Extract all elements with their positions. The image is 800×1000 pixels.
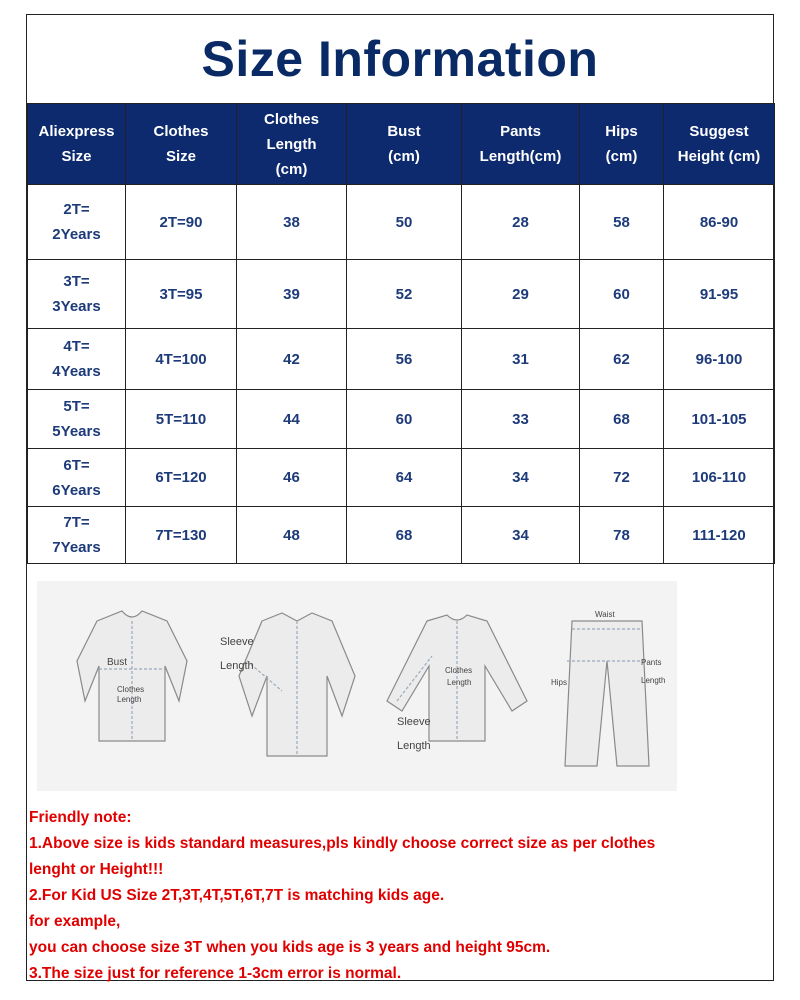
cell-clothes-size: 4T=100	[126, 329, 237, 390]
cell-bust: 60	[347, 390, 462, 449]
note-line: you can choose size 3T when you kids age is 3 years and height 95cm.	[29, 939, 551, 956]
header-pants-length: Pants Length(cm)	[462, 104, 580, 185]
diagram-length-label: Length	[117, 695, 142, 704]
cell-clothes-length: 42	[237, 329, 347, 390]
cell-pants-length: 28	[462, 185, 580, 260]
diagram-bust-label: Bust	[107, 657, 128, 668]
cell-pants-length: 34	[462, 507, 580, 564]
measurement-diagram	[37, 581, 677, 791]
header-clothes-length: Clothes Length (cm)	[237, 104, 347, 185]
table-row	[28, 260, 775, 329]
diagram-pants-label: Pants	[641, 658, 662, 667]
cell-aliexpress-size: 4T= 4Years	[28, 329, 126, 390]
table-row	[28, 185, 775, 260]
cell-clothes-size: 7T=130	[126, 507, 237, 564]
cell-aliexpress-size: 2T= 2Years	[28, 185, 126, 260]
header-hips: Hips (cm)	[580, 104, 664, 185]
cell-suggest-height: 111-120	[664, 507, 775, 564]
cell-hips: 72	[580, 449, 664, 507]
header-bust: Bust (cm)	[347, 104, 462, 185]
diagram-sleeve-label: Sleeve	[220, 636, 254, 648]
header-suggest-height: Suggest Height (cm)	[664, 104, 775, 185]
diagram-waist-label: Waist	[595, 610, 615, 619]
diagram-clothes-label-2: Clothes	[445, 666, 473, 675]
cell-suggest-height: 91-95	[664, 260, 775, 329]
cell-pants-length: 33	[462, 390, 580, 449]
cell-clothes-size: 6T=120	[126, 449, 237, 507]
note-line: 2.For Kid US Size 2T,3T,4T,5T,6T,7T is matching kids age.	[29, 887, 445, 904]
cell-hips: 58	[580, 185, 664, 260]
cell-pants-length: 29	[462, 260, 580, 329]
cell-aliexpress-size: 5T= 5Years	[28, 390, 126, 449]
size-chart-frame	[26, 14, 774, 981]
cell-hips: 62	[580, 329, 664, 390]
cell-clothes-length: 44	[237, 390, 347, 449]
cell-hips: 68	[580, 390, 664, 449]
title-box	[27, 15, 773, 103]
diagram-length-label-2: Length	[447, 678, 472, 687]
cell-suggest-height: 101-105	[664, 390, 775, 449]
cell-clothes-length: 38	[237, 185, 347, 260]
cell-pants-length: 31	[462, 329, 580, 390]
cell-clothes-size: 2T=90	[126, 185, 237, 260]
diagram-hips-label: Hips	[551, 678, 568, 687]
note-line: 1.Above size is kids standard measures,pls kindly choose correct size as per clothes	[29, 835, 656, 852]
cell-bust: 64	[347, 449, 462, 507]
cell-aliexpress-size: 6T= 6Years	[28, 449, 126, 507]
cell-bust: 56	[347, 329, 462, 390]
cell-aliexpress-size: 7T= 7Years	[28, 507, 126, 564]
table-row	[28, 329, 775, 390]
friendly-notes	[29, 805, 769, 987]
cell-suggest-height: 96-100	[664, 329, 775, 390]
cell-suggest-height: 106-110	[664, 449, 775, 507]
cell-bust: 68	[347, 507, 462, 564]
table-row	[28, 390, 775, 449]
cell-clothes-length: 46	[237, 449, 347, 507]
cell-clothes-length: 48	[237, 507, 347, 564]
cell-hips: 60	[580, 260, 664, 329]
diagram-sleeve-length-label-2: Length	[397, 740, 431, 752]
cell-clothes-size: 5T=110	[126, 390, 237, 449]
note-line: for example,	[29, 913, 121, 930]
header-aliexpress-size: Aliexpress Size	[28, 104, 126, 185]
cell-bust: 50	[347, 185, 462, 260]
header-clothes-size: Clothes Size	[126, 104, 237, 185]
page-title: Size Information	[201, 31, 599, 87]
table-row	[28, 449, 775, 507]
diagram-sleeve-label-2: Sleeve	[397, 716, 431, 728]
note-heading: Friendly note:	[29, 809, 132, 826]
diagram-pants-length-label: Length	[641, 676, 666, 685]
note-line: lenght or Height!!!	[29, 861, 164, 878]
size-table	[27, 103, 775, 564]
table-header-row	[28, 104, 775, 185]
diagram-clothes-label: Clothes	[117, 685, 145, 694]
diagram-sleeve-length-label: Length	[220, 660, 254, 672]
cell-hips: 78	[580, 507, 664, 564]
cell-clothes-length: 39	[237, 260, 347, 329]
cell-clothes-size: 3T=95	[126, 260, 237, 329]
table-row	[28, 507, 775, 564]
note-line: 3.The size just for reference 1-3cm error is normal.	[29, 965, 402, 982]
cell-bust: 52	[347, 260, 462, 329]
cell-aliexpress-size: 3T= 3Years	[28, 260, 126, 329]
cell-pants-length: 34	[462, 449, 580, 507]
cell-suggest-height: 86-90	[664, 185, 775, 260]
